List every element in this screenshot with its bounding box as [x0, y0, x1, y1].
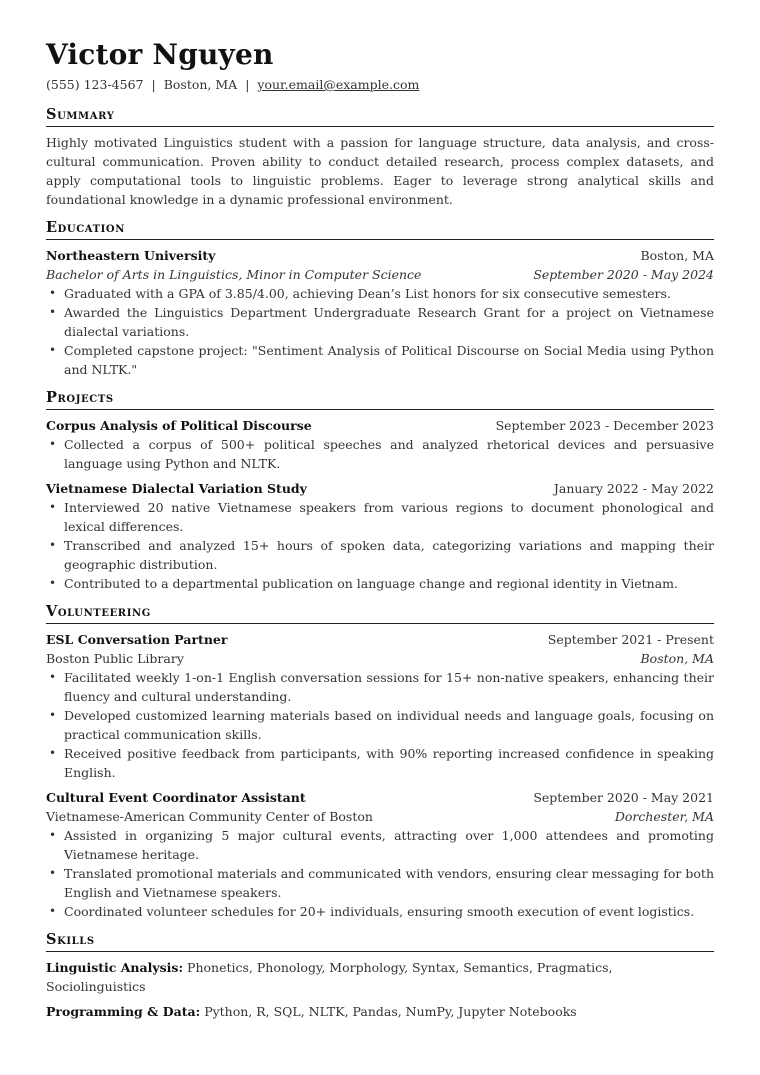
resume-page: [46, 38, 714, 1021]
skill-label: Programming & Data:: [46, 1004, 201, 1019]
project-name: Vietnamese Dialectal Variation Study: [46, 481, 307, 496]
contact-separator: |: [151, 77, 156, 92]
bullet-icon: •: [49, 904, 57, 918]
bullet-icon: •: [49, 286, 57, 300]
section-title-volunteering: Volunteering: [46, 603, 714, 624]
project-dates: September 2023 - December 2023: [495, 418, 714, 433]
list-item: • Interviewed 20 native Vietnamese speakers from various regions to document phonological and lexical differences.: [49, 500, 714, 534]
project-entry: [46, 479, 714, 593]
project-bullets: [46, 498, 714, 593]
bullet-icon: •: [49, 866, 57, 880]
school-location: Boston, MA: [640, 248, 714, 263]
bullet-icon: •: [49, 343, 57, 357]
bullet-icon: •: [49, 437, 57, 451]
list-item: • Transcribed and analyzed 15+ hours of spoken data, categorizing variations and mapping their geographic distribution.: [49, 538, 714, 572]
school-name: Northeastern University: [46, 248, 216, 263]
bullet-icon: •: [49, 576, 57, 590]
skill-line: [46, 1002, 714, 1021]
education-bullets: [46, 284, 714, 379]
volunteer-role: ESL Conversation Partner: [46, 632, 228, 647]
education-entry: [46, 246, 714, 379]
skills-section: [46, 931, 714, 1021]
volunteering-section: [46, 603, 714, 921]
section-title-skills: Skills: [46, 931, 714, 952]
skill-line: [46, 958, 714, 996]
project-bullets: [46, 435, 714, 473]
volunteer-bullets: [46, 826, 714, 921]
phone-number: (555) 123-4567: [46, 77, 144, 92]
skill-value: Phonetics, Phonology, Morphology, Syntax, Semantics, Pragmatics, Sociolinguistics: [46, 960, 613, 994]
list-item: • Received positive feedback from participants, with 90% reporting increased confidence in speaking English.: [49, 746, 714, 780]
volunteer-org: Vietnamese-American Community Center of Boston: [46, 809, 373, 824]
list-item: • Graduated with a GPA of 3.85/4.00, achieving Dean’s List honors for six consecutive semesters.: [49, 286, 671, 301]
list-item: • Contributed to a departmental publication on language change and regional identity in Vietnam.: [49, 576, 679, 591]
contact-separator: |: [245, 77, 250, 92]
volunteer-role: Cultural Event Coordinator Assistant: [46, 790, 306, 805]
skill-label: Linguistic Analysis:: [46, 960, 184, 975]
bullet-icon: •: [49, 746, 57, 760]
bullet-icon: •: [49, 305, 57, 319]
list-item: • Coordinated volunteer schedules for 20+ individuals, ensuring smooth execution of event logistics.: [49, 904, 695, 919]
section-title-summary: Summary: [46, 106, 714, 127]
bullet-icon: •: [49, 538, 57, 552]
project-dates: January 2022 - May 2022: [553, 481, 714, 496]
volunteer-entry: [46, 630, 714, 782]
volunteer-entry: [46, 788, 714, 921]
list-item: • Developed customized learning materials based on individual needs and language goals, focusing on practical communication skills.: [49, 708, 714, 742]
bullet-icon: •: [49, 828, 57, 842]
location-text: Boston, MA: [163, 77, 238, 92]
volunteer-dates: September 2020 - May 2021: [533, 790, 714, 805]
volunteer-location: Dorchester, MA: [614, 809, 714, 824]
project-entry: [46, 416, 714, 473]
degree-text: Bachelor of Arts in Linguistics, Minor in Computer Science: [46, 267, 422, 282]
education-dates: September 2020 - May 2024: [533, 267, 714, 282]
list-item: • Awarded the Linguistics Department Undergraduate Research Grant for a project on Vietnamese dialectal variations.: [49, 305, 714, 339]
education-section: [46, 219, 714, 379]
candidate-name: Victor Nguyen: [46, 38, 274, 71]
projects-section: [46, 389, 714, 593]
volunteer-org: Boston Public Library: [46, 651, 184, 666]
list-item: • Translated promotional materials and communicated with vendors, ensuring clear messaging for both English and Vietnamese speakers.: [49, 866, 714, 900]
bullet-icon: •: [49, 500, 57, 514]
list-item: • Collected a corpus of 500+ political speeches and analyzed rhetorical devices and persuasive language using Python and NLTK.: [49, 437, 714, 471]
contact-line: [46, 76, 714, 94]
list-item: • Assisted in organizing 5 major cultural events, attracting over 1,000 attendees and promoting Vietnamese heritage.: [49, 828, 714, 862]
section-title-education: Education: [46, 219, 714, 240]
bullet-icon: •: [49, 670, 57, 684]
volunteer-dates: September 2021 - Present: [547, 632, 714, 647]
summary-text: Highly motivated Linguistics student with a passion for language structure, data analysis, and cross-cultural communication. Proven ability to conduct detailed research, process complex datasets, and apply computational tools to linguistic problems. Eager to leverage strong analytical skills and foundational knowledge in a dynamic professional environment.: [46, 135, 714, 207]
volunteer-location: Boston, MA: [640, 651, 714, 666]
email-link[interactable]: your.email@example.com: [257, 77, 420, 92]
summary-section: [46, 106, 714, 209]
project-name: Corpus Analysis of Political Discourse: [46, 418, 312, 433]
list-item: • Completed capstone project: "Sentiment Analysis of Political Discourse on Social Media using Python and NLTK.": [49, 343, 714, 377]
volunteer-bullets: [46, 668, 714, 782]
section-title-projects: Projects: [46, 389, 714, 410]
list-item: • Facilitated weekly 1-on-1 English conversation sessions for 15+ non-native speakers, enhancing their fluency and cultural understanding.: [49, 670, 714, 704]
skill-value: Python, R, SQL, NLTK, Pandas, NumPy, Jupyter Notebooks: [204, 1004, 577, 1019]
bullet-icon: •: [49, 708, 57, 722]
